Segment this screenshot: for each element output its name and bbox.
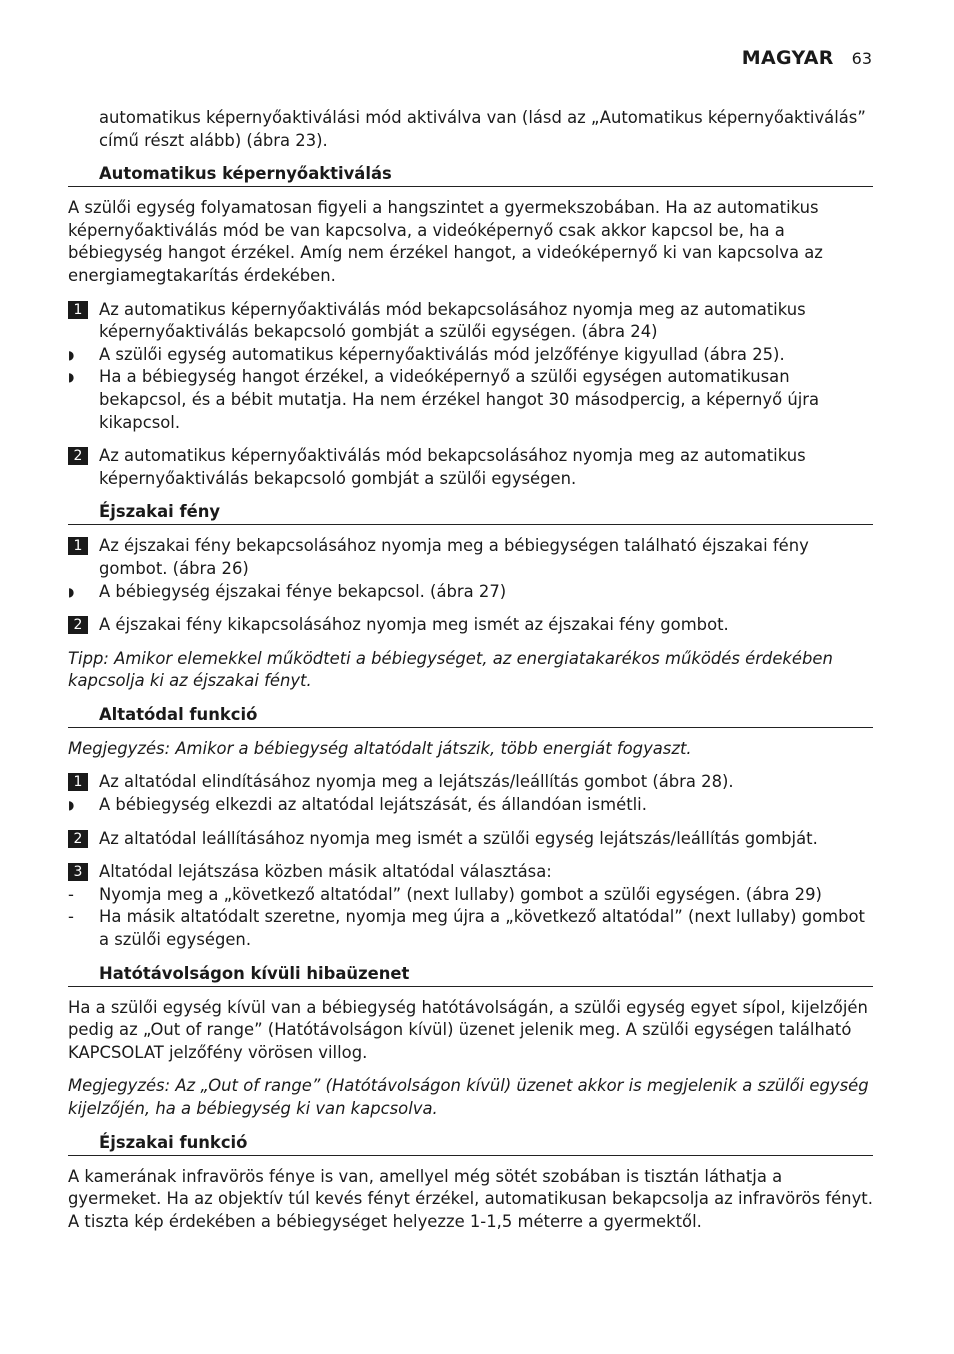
step-number: 2 — [68, 830, 88, 848]
dash-marker: - — [68, 884, 74, 904]
section-title-night-light: Éjszakai fény — [68, 501, 873, 525]
step-text: Az automatikus képernyőaktiválás mód bekapcsolásához nyomja meg az automatikus képernyőaktiválás bekapcsoló gombját a szülői egységen. — [99, 446, 806, 488]
section-title-lullaby: Altatódal funkció — [68, 704, 873, 728]
step-number: 3 — [68, 863, 88, 881]
step-item — [68, 614, 873, 637]
step-text: Az éjszakai fény bekapcsolásához nyomja meg a bébiegységen található éjszakai fény gombot. (ábra 26) — [99, 536, 809, 578]
note-text: Megjegyzés: Az „Out of range” (Hatótávolságon kívül) üzenet akkor is megjelenik a szülői egység kijelzőjén, ha a bébiegység ki van kapcsolva. — [68, 1076, 869, 1118]
section-title-auto-screen: Automatikus képernyőaktiválás — [68, 163, 873, 187]
bullet-item — [68, 344, 873, 367]
step-text: Az altatódal elindításához nyomja meg a lejátszás/leállítás gombot (ábra 28). — [99, 772, 734, 792]
page-content — [68, 107, 873, 1233]
section-paragraph: Ha a szülői egység kívül van a bébiegység hatótávolságán, a szülői egység egyet sípol, kijelzőjén pedig az „Out of range” (Hatótávolságon kívül) üzenet jelenik meg. A szülői egységen található KAPCSOLAT jelzőfény vörösen villog. — [68, 997, 868, 1062]
bullet-arrow-icon: ◗ — [68, 798, 75, 813]
step-item — [68, 861, 873, 884]
bullet-text: A bébiegység éjszakai fénye bekapcsol. (ábra 27) — [99, 581, 507, 601]
bullet-arrow-icon: ◗ — [68, 584, 75, 599]
dash-item — [68, 906, 873, 951]
section-title-night-function: Éjszakai funkció — [68, 1132, 873, 1156]
section-paragraph: A kamerának infravörös fénye is van, amellyel még sötét szobában is tisztán láthatja a gyermeket. Ha az objektív túl kevés fényt érzékel, automatikusan bekapcsolja az infravörös fényt. A tiszta kép érdekében a bébiegységet helyezze 1-1,5 méterre a gyermektől. — [68, 1166, 873, 1231]
page-header — [742, 47, 872, 69]
step-item — [68, 828, 873, 851]
section-paragraph: A szülői egység folyamatosan figyeli a hangszintet a gyermekszobában. Ha az automatikus képernyőaktiválás mód be van kapcsolva, a videóképernyő csak akkor kapcsol be, ha a bébiegység hangot érzékel. Amíg nem érzékel hangot, a videóképernyő ki van kapcsolva az energiamegtakarítás érdekében. — [68, 198, 823, 285]
step-text: Az altatódal leállításához nyomja meg ismét a szülői egység lejátszás/leállítás gombját. — [99, 828, 818, 848]
intro-paragraph: automatikus képernyőaktiválási mód aktiválva van (lásd az „Automatikus képernyőaktiválás” című részt alább) (ábra 23). — [99, 108, 866, 150]
page-number: 63 — [851, 49, 872, 68]
section-title-out-of-range: Hatótávolságon kívüli hibaüzenet — [68, 963, 873, 987]
step-number: 2 — [68, 616, 88, 634]
language-label: MAGYAR — [741, 47, 834, 69]
dash-text: Nyomja meg a „következő altatódal” (next lullaby) gombot a szülői egységen. (ábra 29) — [99, 884, 822, 904]
step-text: Az automatikus képernyőaktiválás mód bekapcsolásához nyomja meg az automatikus képernyőaktiválás bekapcsoló gombját a szülői egységen. (ábra 24) — [99, 299, 806, 342]
bullet-item — [68, 794, 873, 817]
bullet-text: A szülői egység automatikus képernyőaktiválás mód jelzőfénye kigyullad (ábra 25). — [99, 344, 785, 364]
bullet-text: Ha a bébiegység hangot érzékel, a videóképernyő a szülői egységen automatikusan bekapcsol, és a bébit mutatja. Ha nem érzékel hangot 30 másodpercig, a képernyő újra kikapcsol. — [99, 367, 820, 432]
bullet-item — [68, 366, 873, 434]
bullet-arrow-icon: ◗ — [68, 370, 75, 385]
step-item — [68, 535, 873, 580]
bullet-arrow-icon: ◗ — [68, 347, 75, 362]
tip-note: Tipp: Amikor elemekkel működteti a bébiegységet, az energiatakarékos működés érdekében kapcsolja ki az éjszakai fényt. — [68, 648, 833, 691]
step-item — [68, 299, 873, 344]
step-number: 1 — [68, 537, 88, 555]
step-text: A éjszakai fény kikapcsolásához nyomja meg ismét az éjszakai fény gombot. — [99, 615, 729, 635]
dash-text: Ha másik altatódalt szeretne, nyomja meg újra a „következő altatódal” (next lullaby) gombot a szülői egységen. — [99, 907, 865, 950]
dash-item — [68, 884, 873, 907]
step-number: 1 — [68, 773, 88, 791]
step-number: 1 — [68, 301, 88, 319]
step-item — [68, 771, 873, 794]
step-text: Altatódal lejátszása közben másik altatódal választása: — [99, 862, 552, 882]
step-number: 2 — [68, 447, 88, 465]
bullet-text: A bébiegység elkezdi az altatódal lejátszását, és állandóan ismétli. — [99, 795, 647, 815]
dash-marker: - — [68, 907, 74, 927]
step-item — [68, 445, 873, 490]
note-text: Megjegyzés: Amikor a bébiegység altatódalt játszik, több energiát fogyaszt. — [68, 738, 692, 758]
bullet-item — [68, 581, 873, 604]
